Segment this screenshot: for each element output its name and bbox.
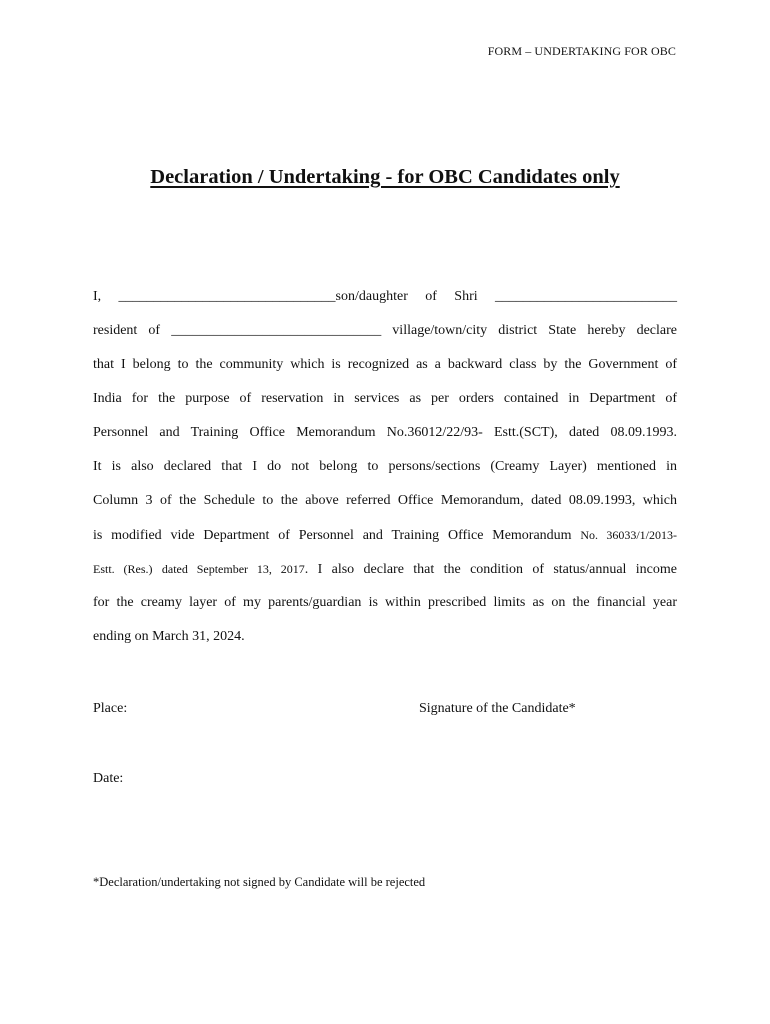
declaration-line-11: ending on March 31, 2024. xyxy=(93,629,245,644)
declaration-body xyxy=(93,283,677,657)
memorandum-date: dated September 13, 2017 xyxy=(161,562,305,576)
declaration-line-10: for the creamy layer of my parents/guardian is within prescribed limits as on the financial year xyxy=(93,595,677,610)
form-label: FORM – UNDERTAKING FOR OBC xyxy=(487,44,676,58)
signature-label: Signature of the Candidate* xyxy=(419,701,576,716)
date-label: Date: xyxy=(93,771,124,786)
memorandum-number: No. 36033/1/2013- xyxy=(580,528,677,542)
declaration-line-9 xyxy=(93,555,677,589)
declaration-line-8 xyxy=(93,521,677,555)
declaration-line-3: that I belong to the community which is recognized as a backward class by the Government of xyxy=(93,357,677,372)
declaration-line-8-text: is modified vide Department of Personnel and Training Office Memorandum xyxy=(93,528,572,543)
page-title: Declaration / Undertaking - for OBC Candidates only xyxy=(150,166,620,188)
declaration-line-7: Column 3 of the Schedule to the above referred Office Memorandum, dated 08.09.1993, which xyxy=(93,493,677,508)
declaration-line-6: It is also declared that I do not belong to persons/sections (Creamy Layer) mentioned in xyxy=(93,459,677,474)
place-label: Place: xyxy=(93,701,128,716)
estt-res-label: Estt. (Res.) xyxy=(93,562,153,576)
declaration-line-5: Personnel and Training Office Memorandum No.36012/22/93- Estt.(SCT), dated 08.09.1993. xyxy=(93,425,677,440)
declaration-line-9-text: . I also declare that the condition of status/annual income xyxy=(304,562,677,577)
declaration-line-1: I, _______________________________son/daughter of Shri __________________________ xyxy=(93,289,677,304)
declaration-line-2: resident of ______________________________ village/town/city district State hereby declare xyxy=(93,323,677,338)
footnote: *Declaration/undertaking not signed by Candidate will be rejected xyxy=(93,875,426,889)
declaration-line-4: India for the purpose of reservation in services as per orders contained in Department of xyxy=(93,391,677,406)
